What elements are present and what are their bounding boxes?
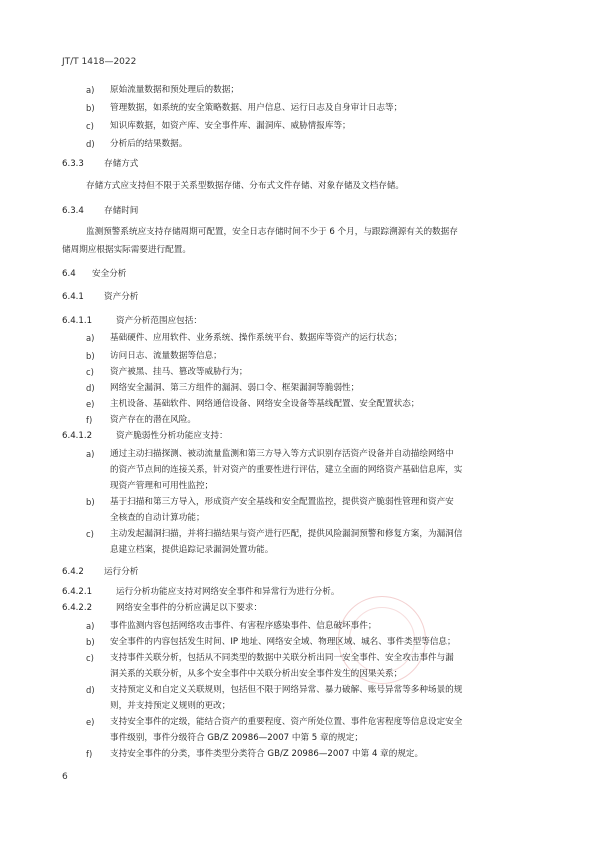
list-marker: a) [86, 85, 95, 95]
list-marker: a) [86, 333, 95, 343]
paragraph-line: 监测预警系统应支持存储周期可配置，安全日志存储时间不少于 6 个月，与跟踪溯源有关的数据存 [86, 227, 458, 237]
section-number: 6.4.1.2 [62, 431, 93, 441]
list-marker: b) [86, 351, 95, 361]
list-item: 原始流量数据和预处理后的数据； [110, 85, 239, 95]
list-item: 访问日志、流量数据等信息； [110, 351, 222, 361]
list-item-line: 基于扫描和第三方导入，形成资产安全基线和安全配置监控，提供资产脆弱性管理和资产安 [110, 497, 454, 507]
list-item: 主机设备、基础软件、网络通信设备、网络安全设备等基线配置、安全配置状态； [110, 399, 420, 409]
list-marker: c) [86, 121, 94, 131]
list-item: 基础硬件、应用软件、业务系统、操作系统平台、数据库等资产的运行状态； [110, 333, 403, 343]
list-item: 管理数据，如系统的安全策略数据、用户信息、运行日志及自身审计日志等； [110, 103, 403, 113]
list-marker: f) [86, 749, 93, 759]
list-item: 知识库数据，如资产库、安全事件库、漏洞库、威胁情报库等； [110, 121, 351, 131]
list-marker: c) [86, 653, 94, 663]
list-marker: d) [86, 383, 95, 393]
section-title: 安全分析 [92, 269, 127, 279]
paragraph-line: 储周期应根据实际需要进行配置。 [62, 245, 191, 255]
section-title: 存储方式 [104, 159, 139, 169]
section-heading-6-4-1-1 [62, 315, 202, 327]
list-marker: d) [86, 139, 95, 149]
section-heading-6-3-3 [62, 158, 138, 170]
list-item-line: 事件级别，事件分级符合 GB/Z 20986—2007 中第 5 章的规定； [110, 733, 363, 743]
section-title: 运行分析 [104, 567, 139, 577]
section-number: 6.3.3 [62, 159, 84, 169]
section-number: 6.4.2 [62, 567, 84, 577]
list-item-line: 支持事件关联分析，包括从不同类型的数据中关联分析出同一安全事件、安全攻击事件与漏 [110, 653, 454, 663]
list-marker: b) [86, 497, 95, 507]
section-heading-6-3-4 [62, 205, 138, 217]
section-title: 资产分析范围应包括： [116, 316, 202, 326]
list-marker: e) [86, 717, 95, 727]
list-item: 资产被黑、挂马、篡改等威胁行为； [110, 367, 248, 377]
section-number: 6.4.2.2 [62, 603, 93, 613]
section-number: 6.3.4 [62, 206, 84, 216]
list-item-line: 则，并支持预定义规则的更改； [110, 701, 231, 711]
section-title: 存储时间 [104, 206, 139, 216]
list-marker: a) [86, 449, 95, 459]
list-marker: e) [86, 399, 95, 409]
list-marker: b) [86, 103, 95, 113]
section-heading-6-4-1-2 [62, 430, 228, 442]
section-title: 资产脆弱性分析功能应支持： [116, 431, 228, 441]
list-marker: c) [86, 529, 94, 539]
list-item-line: 息建立档案，提供追踪记录漏洞处置功能。 [110, 545, 274, 555]
list-item: 分析后的结果数据。 [110, 139, 188, 149]
page-number: 6 [62, 772, 68, 782]
section-title: 网络安全事件的分析应满足以下要求： [116, 603, 263, 613]
list-item-line: 事件监测内容包括网络攻击事件、有害程序感染事件、信息破坏事件； [110, 621, 377, 631]
section-heading-6-4 [62, 268, 126, 280]
list-marker: a) [86, 621, 95, 631]
list-item-line: 主动发起漏洞扫描，并将扫描结果与资产进行匹配，提供风险漏洞预警和修复方案，为漏洞信 [110, 529, 463, 539]
section-heading-6-4-1 [62, 291, 138, 303]
section-number: 6.4.1.1 [62, 316, 93, 326]
list-item-line: 的资产节点间的连接关系，针对资产的重要性进行评估，建立全面的网络资产基础信息库，实 [110, 465, 463, 475]
section-number: 6.4 [62, 269, 76, 279]
standard-code-header: JT/T 1418—2022 [62, 57, 137, 67]
list-marker: d) [86, 685, 95, 695]
section-number: 6.4.2.1 [62, 587, 93, 597]
section-title: 资产分析 [104, 292, 139, 302]
list-item-line: 洞关系的关联分析，从多个安全事件中关联分析出安全事件发生的因果关系； [110, 669, 403, 679]
list-marker: f) [86, 415, 93, 425]
section-heading-6-4-2-2 [62, 602, 262, 614]
list-marker: c) [86, 367, 94, 377]
list-item: 资产存在的潜在风险。 [110, 415, 196, 425]
section-heading-6-4-2 [62, 566, 138, 578]
list-item: 网络安全漏洞、第三方组件的漏洞、弱口令、框架漏洞等脆弱性； [110, 383, 360, 393]
list-item-line: 通过主动扫描探测、被动流量监测和第三方导入等方式识别存活资产设备并自动描绘网络中 [110, 449, 454, 459]
list-marker: b) [86, 637, 95, 647]
list-item-line: 支持安全事件的分类，事件类型分类符合 GB/Z 20986—2007 中第 4 章的规定。 [110, 749, 424, 759]
section-number: 6.4.1 [62, 292, 84, 302]
paragraph: 存储方式应支持但不限于关系型数据存储、分布式文件存储、对象存储及文档存储。 [86, 181, 404, 191]
section-title: 运行分析功能应支持对网络安全事件和异常行为进行分析。 [116, 587, 340, 597]
list-item-line: 支持预定义和自定义关联规则，包括但不限于网络异常、暴力破解、账号异常等多种场景的规 [110, 685, 463, 695]
list-item-line: 支持安全事件的定级，能结合资产的重要程度、资产所处位置、事件危害程度等信息设定安全 [110, 717, 463, 727]
list-item-line: 全核查的自动计算功能； [110, 513, 205, 523]
list-item-line: 现资产管理和可用性监控； [110, 481, 214, 491]
section-heading-6-4-2-1 [62, 586, 339, 598]
list-item-line: 安全事件的内容包括发生时间、IP 地址、网络安全域、物理区域、城名、事件类型等信息； [110, 637, 456, 647]
